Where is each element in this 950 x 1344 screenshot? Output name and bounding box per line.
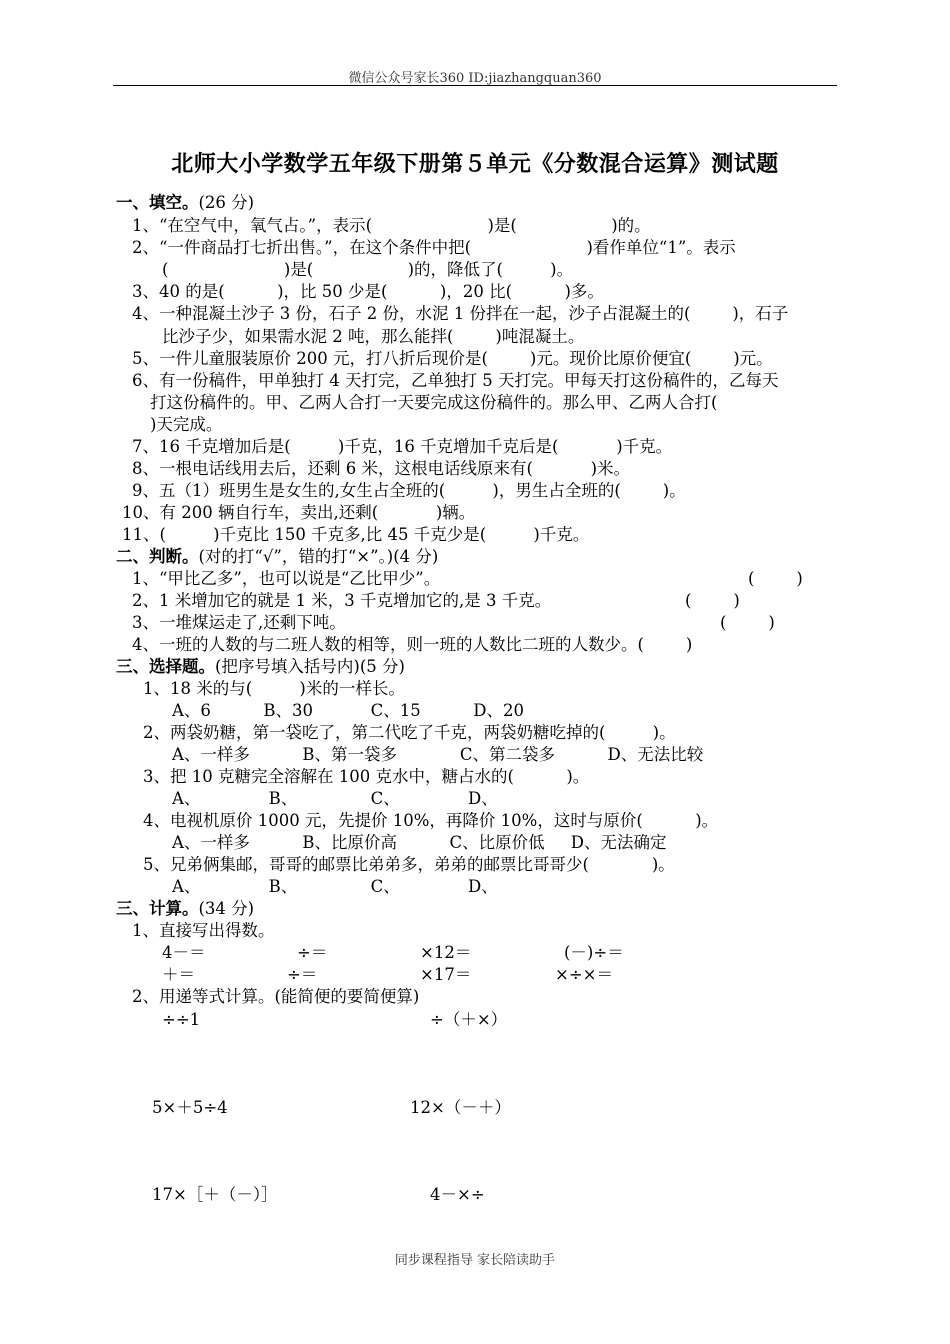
question-3-5: 5、兄弟俩集邮，哥哥的邮票比弟弟多，弟弟的邮票比哥哥少( )。 xyxy=(143,855,675,874)
question-1-7: 7、16 千克增加后是( )千克，16 千克增加千克后是( )千克。 xyxy=(132,437,673,456)
question-3-1: 1、18 米的与( )米的一样长。 xyxy=(143,679,405,698)
question-1-4: 4、一种混凝土沙子 3 份，石子 2 份，水泥 1 份拌在一起，沙子占混凝土的( )，石子 xyxy=(132,304,789,323)
question-2-3: 3、一堆煤运走了,还剩下吨。 xyxy=(132,613,346,632)
mental-math-item: ÷＝ xyxy=(297,943,328,962)
expression-1: ÷÷1 xyxy=(162,1010,201,1029)
question-1-4-cont: 比沙子少，如果需水泥 2 吨，那么能拌( )吨混凝土。 xyxy=(162,327,585,346)
question-3-3: 3、把 10 克糖完全溶解在 100 克水中，糖占水的( )。 xyxy=(143,767,590,786)
expression-6: 4－×÷ xyxy=(430,1185,485,1204)
header-rule xyxy=(113,85,837,86)
question-1-10: 10、有 200 辆自行车，卖出,还剩( )辆。 xyxy=(122,503,476,522)
question-2-2: 2、1 米增加它的就是 1 米，3 千克增加它的,是 3 千克。 xyxy=(132,591,552,610)
answer-bracket-2-3: ( ) xyxy=(720,613,775,632)
question-2-1: 1、“甲比乙多”，也可以说是“乙比甲少”。 xyxy=(132,569,441,588)
answer-bracket-2-1: ( ) xyxy=(748,569,803,588)
question-3-4: 4、电视机原价 1000 元，先提价 10%，再降价 10%，这时与原价( )。 xyxy=(143,811,719,830)
options-3-5: A、 B、 C、 D、 xyxy=(172,877,498,896)
expression-2: ÷（＋×） xyxy=(430,1010,508,1029)
section-calculation-heading: 三、计算。(34 分) xyxy=(116,899,255,918)
question-1-3: 3、40 的是( )，比 50 少是( )，20 比( )多。 xyxy=(132,282,604,301)
mental-math-item: ＋＝ xyxy=(162,965,195,984)
question-2-4: 4、一班的人数的与二班人数的相等，则一班的人数比二班的人数少。( ) xyxy=(132,635,693,654)
options-3-1: A、6 B、30 C、15 D、20 xyxy=(172,701,524,720)
question-1-2-cont: ( )是( )的，降低了( )。 xyxy=(162,260,574,279)
answer-bracket-2-2: ( ) xyxy=(685,591,740,610)
question-1-6-cont2: )天完成。 xyxy=(150,415,223,434)
page-header: 微信公众号家长360 ID:jiazhangquan360 xyxy=(348,71,602,86)
page-title: 北师大小学数学五年级下册第５单元《分数混合运算》测试题 xyxy=(171,151,779,177)
expression-5: 17×［＋（－）］ xyxy=(152,1185,278,1204)
question-1-5: 5、一件儿童服装原价 200 元，打八折后现价是( )元。现价比原价便宜( )元。 xyxy=(132,349,773,368)
mental-math-item: 4－＝ xyxy=(162,943,206,962)
mental-math-item: ×12＝ xyxy=(420,943,472,962)
mental-math-item: ÷＝ xyxy=(287,965,318,984)
question-1-6: 6、有一份稿件，甲单独打 4 天打完，乙单独打 5 天打完。甲每天打这份稿件的，乙每天 xyxy=(132,371,779,390)
options-3-2: A、一样多 B、第一袋多 C、第二袋多 D、无法比较 xyxy=(172,745,704,764)
question-1-8: 8、一根电话线用去后，还剩 6 米，这根电话线原来有( )米。 xyxy=(132,459,631,478)
question-3-2: 2、两袋奶糖，第一袋吃了，第二代吃了千克，两袋奶糖吃掉的( )。 xyxy=(143,723,676,742)
question-4-2: 2、用递等式计算。(能简便的要简便算) xyxy=(132,987,420,1006)
options-3-3: A、 B、 C、 D、 xyxy=(172,789,498,808)
page-footer: 同步课程指导 家长陪读助手 xyxy=(394,1253,556,1268)
question-1-9: 9、五（1）班男生是女生的,女生占全班的( )，男生占全班的( )。 xyxy=(132,481,686,500)
question-1-6-cont: 打这份稿件的。甲、乙两人合打一天要完成这份稿件的。那么甲、乙两人合打( xyxy=(150,393,718,412)
question-4-1: 1、直接写出得数。 xyxy=(132,921,275,940)
section-judgement-heading: 二、判断。(对的打“√”，错的打“×”。)(4 分) xyxy=(116,547,439,566)
mental-math-item: ×17＝ xyxy=(420,965,472,984)
expression-4: 12×（－＋） xyxy=(410,1098,511,1117)
mental-math-item: (－)÷＝ xyxy=(564,943,624,962)
section-fill-blank-heading: 一、填空。(26 分) xyxy=(116,193,255,212)
question-1-11: 11、( )千克比 150 千克多,比 45 千克少是( )千克。 xyxy=(122,525,590,544)
question-1-1: 1、“在空气中，氧气占。”，表示( )是( )的。 xyxy=(132,216,651,235)
mental-math-item: ×÷×＝ xyxy=(555,965,613,984)
expression-3: 5×＋5÷4 xyxy=(152,1098,228,1117)
question-1-2: 2、“一件商品打七折出售。”，在这个条件中把( )看作单位“1”。表示 xyxy=(132,238,736,257)
options-3-4: A、一样多 B、比原价高 C、比原价低 D、无法确定 xyxy=(172,833,667,852)
section-choice-heading: 三、选择题。(把序号填入括号内)(5 分) xyxy=(116,657,405,676)
